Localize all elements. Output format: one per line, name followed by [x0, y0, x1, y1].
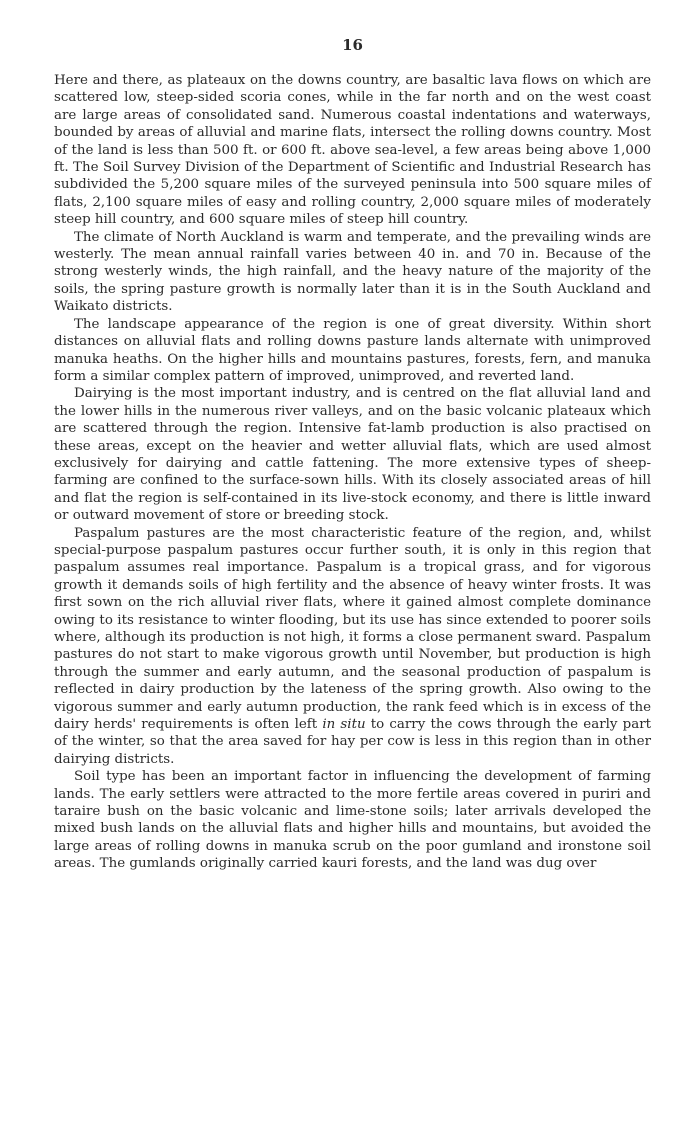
paragraph-paspalum: [54, 525, 651, 769]
paragraph-climate: The climate of North Auckland is warm and temperate, and the prevailing winds are westerly. The mean annual rainfall varies between 40 in. and 70 in. Because of the strong westerly winds, the high rainfall, and the heavy nature of the majority of the soils, the spring pasture growth is normally later than it is in the South Auckland and Waikato districts.: [54, 229, 651, 315]
paragraph-landscape: The landscape appearance of the region is one of great diversity. Within short distances on alluvial flats and rolling downs pasture lands alternate with unimproved manuka heaths. On the higher hills and mountains pastures, forests, fern, and manuka form a similar complex pattern of improved, unimproved, and reverted land.: [54, 316, 651, 384]
paspalum-text-before: Paspalum pastures are the most characteristic feature of the region, and, whilst special-purpose paspalum pastures occur further south, it is only in this region that paspalum assumes real importance. Paspalum is a tropical grass, and for vigorous growth it demands soils of high fertility and the absence of heavy winter frosts. It was first sown on the rich alluvial river flats, where it gained almost complete dominance owing to its resistance to winter flooding, but its use has since extended to poorer soils where, although its production is not high, it forms a close permanent sward. Paspalum pastures do not start to make vigorous growth until November, but production is high through the summer and early autumn, and the seasonal production of paspalum is reflected in dairy production by the lateness of the spring growth. Also owing to the vigorous summer and early autumn production, the rank feed which is in excess of the dairy herds' requirements is often left: [54, 525, 651, 733]
page-number: 16: [342, 36, 363, 54]
paragraph-landforms: Here and there, as plateaux on the downs country, are basaltic lava flows on which are scattered low, steep-sided scoria cones, while in the far north and on the west coast are large areas of consolidated sand. Numerous coastal indentations and waterways, bounded by areas of alluvial and marine flats, intersect the rolling downs country. Most of the land is less than 500 ft. or 600 ft. above sea-level, a few areas being above 1,000 ft. The Soil Survey Division of the Department of Scientific and Industrial Research has subdivided the 5,200 square miles of the surveyed peninsula into 500 square miles of flats, 2,100 square miles of easy and rolling country, 2,000 square miles of moderately steep hill country, and 600 square miles of steep hill country.: [54, 73, 651, 228]
document-page: [54, 36, 651, 873]
paspalum-text-after: to carry the cows through the early part of the winter, so that the area saved for hay per cow is less in this region than in other dairying districts.: [54, 717, 651, 767]
in-situ-italic: in situ: [322, 717, 366, 733]
paragraph-dairying: Dairying is the most important industry, and is centred on the flat alluvial land and the lower hills in the numerous river valleys, and on the basic volcanic plateaux which are scattered through the region. Intensive fat-lamb production is also practised on these areas, except on the heavier and wetter alluvial flats, which are used almost exclusively for dairying and cattle fattening. The more extensive types of sheep-farming are confined to the surface-sown hills. With its closely associated areas of hill and flat the region is self-contained in its live-stock economy, and there is little inward or outward movement of store or breeding stock.: [54, 386, 651, 524]
paragraph-soil-type: Soil type has been an important factor in influencing the development of farming lands. The early settlers were attracted to the more fertile areas covered in puriri and taraire bush on the basic volcanic and lime-stone soils; later arrivals developed the mixed bush lands on the alluvial flats and higher hills and mountains, but avoided the large areas of rolling downs in manuka scrub on the poor gumland and ironstone soil areas. The gumlands originally carried kauri forests, and the land was dug over: [54, 769, 651, 872]
